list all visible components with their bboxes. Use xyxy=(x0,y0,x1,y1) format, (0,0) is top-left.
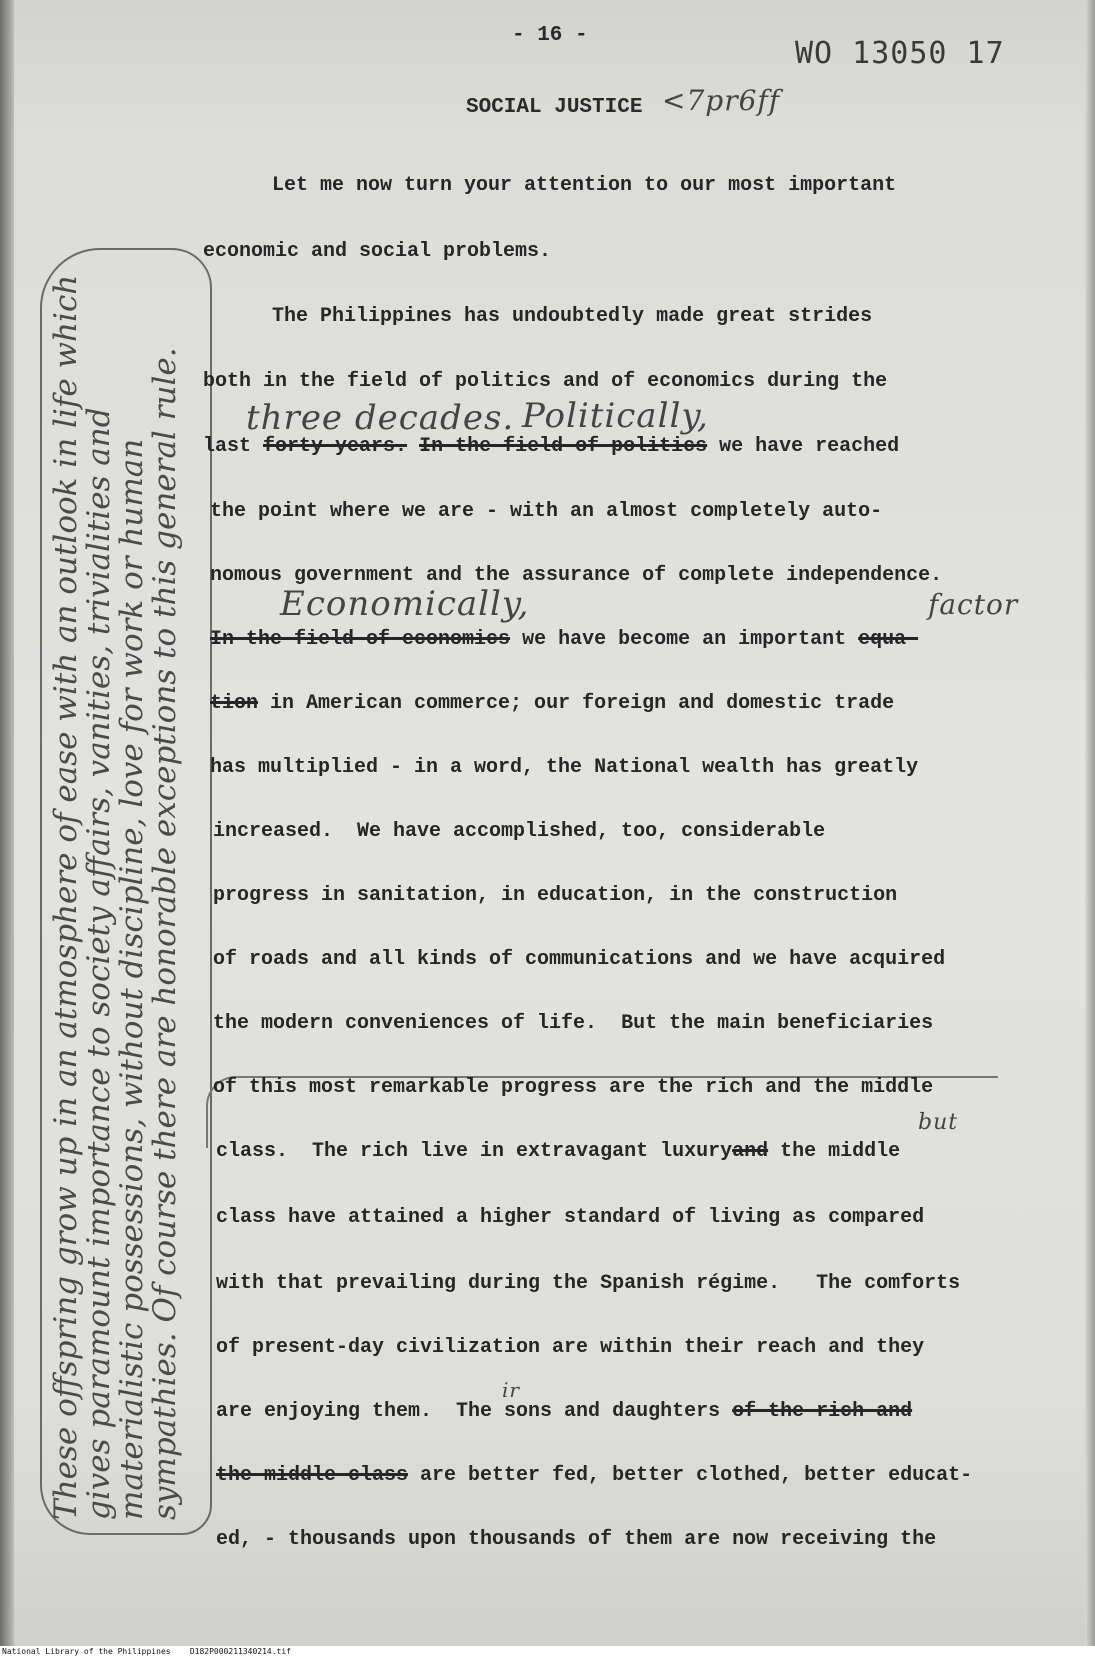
body-line: both in the field of politics and of economics during the xyxy=(203,370,888,393)
handwritten-insert: ir xyxy=(502,1378,520,1402)
handwritten-insert: three decades. xyxy=(246,398,515,438)
body-line: economic and social problems. xyxy=(203,240,552,263)
body-line: the point where we are - with an almost completely auto- xyxy=(210,500,883,523)
body-line: of roads and all kinds of communications and we have acquired xyxy=(213,948,946,971)
page-number: - 16 - xyxy=(512,24,588,47)
title-annotation: <7pr6ff xyxy=(662,84,781,117)
body-line-edited: are enjoying them. The sons and daughters of the rich and xyxy=(216,1400,913,1423)
handwritten-insert: Economically, xyxy=(280,584,530,624)
body-line: nomous government and the assurance of complete independence. xyxy=(210,564,943,587)
body-line: of present-day civilization are within their reach and they xyxy=(216,1336,925,1359)
body-line-edited: class. The rich live in extravagant luxuryand the middle xyxy=(216,1140,901,1163)
body-line: with that prevailing during the Spanish régime. The comforts xyxy=(216,1272,961,1295)
body-line-edited: tion in American commerce; our foreign and domestic trade xyxy=(210,692,895,715)
handwritten-insert: Politically, xyxy=(522,396,709,436)
body-line: of this most remarkable progress are the rich and the middle xyxy=(213,1076,934,1099)
reference-code: WO 13050 17 xyxy=(795,36,1005,71)
body-line: the modern conveniences of life. But the main beneficiaries xyxy=(213,1012,934,1035)
body-line: class have attained a higher standard of living as compared xyxy=(216,1206,925,1229)
body-line: Let me now turn your attention to our most important xyxy=(272,174,897,197)
body-line-edited: In the field of economics we have become an important equa- xyxy=(210,628,919,651)
margin-note: These offspring grow up in an atmosphere of ease with an outlook in life which gives paramount importance to society affairs, vanities, trivialities and materialistic possessions, without discipline, love for work or human sympathies. Of course there are honorable exceptions to this general rule. xyxy=(48,274,183,1520)
body-line: The Philippines has undoubtedly made great strides xyxy=(272,305,873,328)
body-line: has multiplied - in a word, the National wealth has greatly xyxy=(210,756,919,779)
page-title: SOCIAL JUSTICE xyxy=(466,96,643,119)
body-line: increased. We have accomplished, too, considerable xyxy=(213,820,826,843)
body-line-edited: the middle class are better fed, better clothed, better educat- xyxy=(216,1464,973,1487)
scan-footer: National Library of the Philippines D182P000211340214.tif xyxy=(0,1646,1095,1658)
handwritten-insert: factor xyxy=(928,588,1019,621)
body-line: ed, - thousands upon thousands of them are now receiving the xyxy=(216,1528,937,1551)
body-line: progress in sanitation, in education, in the construction xyxy=(213,884,898,907)
body-line-edited: last forty years. In the field of politics we have reached xyxy=(203,435,900,458)
handwritten-insert: but xyxy=(918,1110,959,1135)
